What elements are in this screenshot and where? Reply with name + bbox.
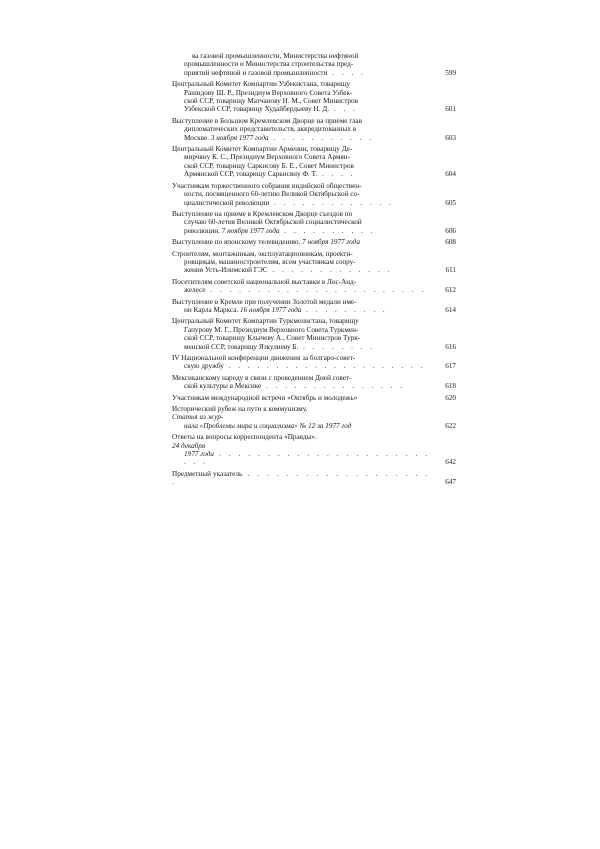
- toc-page-number: 614: [445, 305, 456, 314]
- toc-entry-text: Выступление в Кремле при получении Золотой медали име-: [172, 297, 357, 306]
- toc-entry-line: [172, 117, 430, 125]
- toc-entry-line: [172, 317, 430, 325]
- toc-entry: [172, 405, 456, 430]
- toc-entry-line: [172, 413, 430, 421]
- toc-entry-text: революции.: [184, 226, 220, 235]
- toc-page-number: 616: [445, 342, 456, 351]
- toc-entry-line: [172, 105, 430, 113]
- toc-entry-line: [172, 218, 430, 226]
- toc-entry-subtitle: 1977 года: [184, 450, 214, 459]
- toc-page-number: 642: [445, 458, 456, 467]
- toc-page-number: 605: [445, 198, 456, 207]
- toc-entry: [172, 250, 456, 275]
- toc-entry-line: [172, 343, 430, 351]
- toc-entry-line: [172, 238, 430, 246]
- toc-leader-dots: . . . .: [317, 170, 356, 179]
- toc-entry-subtitle: 24 декабря: [172, 441, 206, 450]
- toc-entry-line: [172, 80, 430, 88]
- toc-entry-line: [172, 326, 430, 334]
- toc-entry-text: Гапурову М. Г., Президиум Верховного Совета Туркмен-: [184, 325, 359, 334]
- toc-entry-subtitle: Статья из жур-: [172, 413, 224, 422]
- toc-entry-text: ской ССР, товарищу Матчанову Н. М., Совет Министров: [184, 97, 359, 106]
- toc-entry-line: [172, 266, 430, 274]
- toc-entry-line: [172, 382, 430, 390]
- toc-entry-date: 3 ноября 1977 года: [210, 133, 269, 142]
- toc-entry-text: Центральный Комитет Компартии Армении, товарищу Де-: [172, 145, 353, 154]
- toc-entry-line: [172, 89, 430, 97]
- toc-entry-text: ровщикам, машиностроителям, всем участникам соору-: [184, 257, 356, 266]
- toc-entry-line: [172, 60, 430, 68]
- toc-entry-line: [172, 306, 430, 314]
- toc-leader-dots: . . . . . . . . . . . . . . . . . . . . . . . . .: [184, 450, 430, 467]
- toc-entry-text: ва газовой промышленности, Министерства нефтяной: [192, 52, 359, 60]
- toc-entry-text: Узбекской ССР, товарищу Худайбердыеву Н. Д.: [184, 105, 330, 114]
- toc-entry-line: [172, 374, 430, 382]
- toc-entry: [172, 298, 456, 315]
- toc-leader-dots: . . . . . . . . .: [301, 305, 388, 314]
- toc-entry-text: Строителям, монтажникам, эксплуатационникам, проекти-: [172, 249, 353, 258]
- toc-entry-line: [172, 394, 430, 402]
- toc-entry-line: [172, 250, 430, 258]
- toc-entry: [172, 80, 456, 114]
- toc-leader-dots: . . . . . . . . . . . . . . . . . . . .: [172, 469, 430, 487]
- toc-entry-text: приятий нефтяной и газовой промышленности: [184, 68, 328, 77]
- toc-entry: [172, 317, 456, 351]
- toc-entry-text: случаю 60-летия Великой Октябрьской социалистической: [184, 218, 362, 227]
- toc-leader-dots: . . . . . . . . . . .: [268, 133, 375, 142]
- toc-page-number: 612: [445, 286, 456, 295]
- toc-entry-text: Рашидову Ш. Р., Президиум Верховного Совета Узбек-: [184, 88, 353, 97]
- toc-entry-text: ской ССР, товарищу Саркисову Б. Е., Совет Министров: [184, 161, 354, 170]
- toc-entry-line: [172, 199, 430, 207]
- toc-entry-text: дипломатических представительств, аккредитованных в: [184, 125, 357, 134]
- toc-entry-text: Предметный указатель: [172, 469, 243, 478]
- toc-entry-line: [172, 145, 430, 153]
- toc-page-number: 622: [445, 421, 456, 430]
- toc-entry: [172, 210, 456, 235]
- toc-entry-text: промышленности и Министерства строительства пред-: [184, 60, 354, 69]
- toc-page-number: 647: [445, 478, 456, 487]
- toc-entry-text: Исторический рубеж на пути к коммунизму.: [172, 405, 308, 414]
- toc-entry-line: [172, 182, 430, 190]
- toc-leader-dots: . . . . . . . . . . . . .: [269, 198, 394, 207]
- toc-entry-line: [172, 286, 430, 294]
- toc-entry: [172, 145, 456, 179]
- toc-page-number: 617: [445, 362, 456, 371]
- toc-entry-text: Мексиканскому народу в связи с проведением Дней совет-: [172, 373, 352, 382]
- toc-page-number: 611: [445, 266, 456, 275]
- toc-entry-line: [172, 97, 430, 105]
- toc-leader-dots: . . .: [329, 105, 358, 114]
- toc-entry-text: циалистической революции: [184, 198, 270, 207]
- toc-entry-text: скую дружбу: [184, 362, 224, 371]
- toc-entry-line: [172, 422, 430, 430]
- toc-entry-line: [172, 170, 430, 178]
- toc-entry-line: [172, 210, 430, 218]
- toc-entry-text: жения Усть-Илимской ГЭС: [184, 266, 268, 275]
- toc-page-number: 603: [445, 133, 456, 142]
- toc-entry-text: Центральный Комитет Компартии Узбекистана, товарищу: [172, 80, 350, 89]
- toc-entry: [172, 238, 456, 246]
- toc-entry-text: Москве.: [184, 133, 210, 142]
- toc-entry-line: [172, 190, 430, 198]
- toc-entry-line: [172, 354, 430, 362]
- toc-entry-line: [172, 258, 430, 266]
- toc-entry: [172, 52, 456, 77]
- toc-page-number: 599: [445, 68, 456, 77]
- toc-entry-date: 7 ноября 1977 года: [221, 226, 280, 235]
- toc-entry-line: [172, 153, 430, 161]
- toc-entry-text: ской культуры в Мексике: [184, 382, 262, 391]
- toc-entry-line: [172, 470, 430, 487]
- toc-entry-line: [172, 298, 430, 306]
- toc-entry-date: 7 ноября 1977 года: [302, 238, 360, 247]
- toc-entry: [172, 433, 456, 467]
- toc-entry-text: Участникам торжественного собрания индийской обществен-: [172, 181, 362, 190]
- toc-entry: [172, 117, 456, 142]
- toc-leader-dots: . . . .: [327, 68, 366, 77]
- toc-entry-text: Выступление по японскому телевидению.: [172, 238, 301, 247]
- toc-page-number: 620: [445, 393, 456, 402]
- toc-entry-text: IV Национальной конференции движения за болгаро-совет-: [172, 354, 356, 362]
- toc-entry-text: менской ССР, товарищу Язкулиеву Б.: [184, 342, 299, 351]
- toc-entry-text: Посетителям советской национальной выставки в Лос-Анд-: [172, 277, 357, 286]
- toc-entry-line: [172, 162, 430, 170]
- toc-entry-subtitle: нала «Проблемы мира и социализма» № 12 за 1977 год: [184, 421, 352, 430]
- toc-page-number: 608: [445, 238, 456, 247]
- toc-entry-text: Центральный Комитет Компартии Туркменистана, товарищу: [172, 317, 359, 326]
- toc-entry-text: Участникам международной встречи «Октябрь и молодежь»: [172, 393, 358, 402]
- toc-entry-line: [172, 442, 430, 450]
- table-of-contents: [172, 52, 456, 490]
- toc-entry-line: [172, 134, 430, 142]
- toc-leader-dots: . . . . . . . . . .: [279, 226, 376, 235]
- toc-page-number: 604: [445, 170, 456, 179]
- toc-entry-text: Выступление в Большом Кремлевском Дворце на приеме глав: [172, 116, 363, 125]
- toc-entry-text: ни Карла Маркса.: [184, 305, 239, 314]
- toc-entry-text: ской ССР, товарищу Клычеву А., Совет Министров Турк-: [184, 334, 361, 343]
- toc-entry-text: Ответы на вопросы корреспондента «Правды».: [172, 433, 317, 442]
- toc-entry-line: [172, 405, 430, 413]
- toc-entry-text: мирчяну К. С., Президиум Верховного Совета Армян-: [184, 153, 351, 162]
- toc-entry: [172, 374, 456, 391]
- toc-entry: [172, 278, 456, 295]
- toc-entry-date: 16 ноября 1977 года: [240, 305, 302, 314]
- toc-entry-line: [172, 334, 430, 342]
- toc-entry-line: [172, 433, 430, 441]
- toc-entry: [172, 354, 456, 371]
- toc-entry-line: [172, 362, 430, 370]
- toc-leader-dots: . . . . . . . . . . . . . . . . . . . . .: [223, 362, 426, 371]
- toc-leader-dots: . . . . . . . . . . . . .: [267, 266, 393, 275]
- toc-entry-line: [172, 125, 430, 133]
- toc-entry-line: [172, 278, 430, 286]
- toc-entry-line: [172, 227, 430, 235]
- toc-entry-text: Армянской ССР, товарищу Саркисяну Ф. Т.: [184, 170, 318, 179]
- toc-entry: [172, 470, 456, 487]
- toc-page-number: 601: [445, 105, 456, 114]
- toc-leader-dots: . . . . . . . .: [298, 342, 376, 351]
- toc-entry-text: желесе: [184, 286, 206, 295]
- toc-leader-dots: . . . . . . . . . . . . . . . . . . . . . . .: [205, 286, 427, 295]
- toc-page-number: 606: [445, 226, 456, 235]
- toc-page-number: 618: [445, 382, 456, 391]
- toc-entry-line: [172, 52, 430, 60]
- toc-entry-line: [172, 69, 430, 77]
- toc-entry-text: Выступление на приеме в Кремлевском Дворце съездов по: [172, 209, 353, 218]
- toc-entry-text: ности, посвященного 60-летию Великой Октябрьской со-: [184, 190, 360, 199]
- toc-entry-line: [172, 450, 430, 467]
- toc-entry: [172, 182, 456, 207]
- toc-leader-dots: . . . . . . . . . . . . . . .: [261, 382, 406, 391]
- toc-entry: [172, 394, 456, 402]
